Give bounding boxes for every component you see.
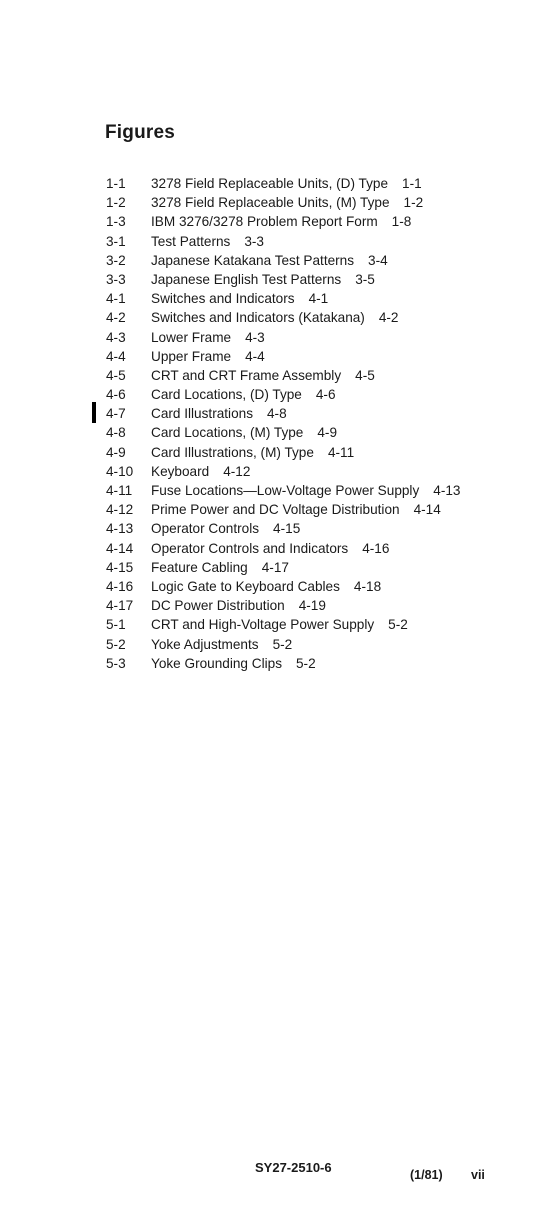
figure-number: 4-13 [106,521,134,537]
figure-page: 1-1 [402,176,422,191]
figure-caption: 3278 Field Replaceable Units, (D) Type [151,176,389,191]
footer-page-number: vii [471,1168,485,1182]
figure-caption: Prime Power and DC Voltage Distribution [151,502,400,518]
figure-caption: Switches and Indicators (Katakana) [151,310,365,326]
figure-entry [106,328,526,347]
figure-page: 4-15 [273,521,301,537]
figure-page: 4-8 [267,406,287,422]
figure-number: 4-14 [106,540,134,556]
footer-form-number: SY27-2510-6 [255,1160,332,1175]
figure-caption: Card Locations, (D) Type [151,387,302,403]
figure-page: 4-14 [413,502,441,518]
figure-entry [106,577,526,596]
figure-caption: Card Illustrations, (M) Type [151,444,314,460]
figure-caption: Test Patterns [151,233,231,249]
figure-caption: Feature Cabling [151,559,248,575]
figure-number: 4-9 [106,444,126,460]
figure-number: 5-2 [106,636,126,652]
figure-caption: Operator Controls [151,521,260,537]
figure-number: 4-12 [106,502,134,518]
figure-number: 3-1 [106,233,126,249]
figure-page: 5-2 [296,655,316,671]
figure-page: 4-1 [308,291,329,307]
figure-page: 4-19 [298,598,326,614]
figure-page: 4-11 [327,444,355,460]
figure-number: 5-3 [106,655,126,671]
figure-entry [106,462,526,481]
figure-number: 4-8 [106,425,126,441]
figure-number: 1-2 [106,195,126,211]
figure-number: 3-3 [106,271,126,287]
figure-page: 4-5 [355,367,375,383]
figure-number: 4-5 [106,367,126,383]
figure-number: 4-15 [106,559,134,575]
figure-caption: CRT and High-Voltage Power Supply [151,617,375,633]
figure-entry [106,308,526,327]
figure-entry [106,558,526,577]
figure-number: 4-17 [106,598,134,614]
figure-entry [106,615,526,634]
figure-caption: IBM 3276/3278 Problem Report Form [151,214,378,230]
figure-page: 4-12 [223,463,251,479]
figure-number: 4-2 [106,310,126,326]
figure-page: 4-13 [433,483,461,498]
figure-number: 4-16 [106,578,134,594]
figure-entry [106,481,526,500]
figure-page: 1-2 [403,195,424,211]
figure-page: 4-2 [378,310,399,326]
figure-entry [106,654,526,673]
revision-change-bar [92,402,96,423]
figure-caption: Upper Frame [151,348,232,364]
figure-caption: 3278 Field Replaceable Units, (M) Type [151,195,390,211]
figure-entry [106,212,526,231]
figure-number: 4-10 [106,463,134,479]
figure-entry [106,174,526,193]
figure-number: 4-11 [106,483,133,498]
figure-caption: Keyboard [151,463,210,479]
figure-caption: Lower Frame [151,329,232,345]
figure-page: 4-16 [362,540,390,556]
figure-number: 4-4 [106,348,126,364]
figure-page: 3-4 [368,252,388,268]
figure-entry [106,289,526,308]
page-title: Figures [105,122,176,143]
figure-number: 4-7 [106,406,126,422]
figure-caption: Card Locations, (M) Type [151,425,304,441]
figure-caption: Yoke Grounding Clips [151,655,282,671]
figure-number: 3-2 [106,252,126,268]
figure-caption: DC Power Distribution [151,598,285,614]
figure-page: 4-3 [245,329,265,345]
figure-page: 4-18 [353,578,382,594]
figure-page: 3-3 [244,233,264,249]
figure-entry [106,596,526,615]
figure-caption: CRT and CRT Frame Assembly [151,367,342,383]
figure-page: 1-8 [391,214,412,230]
figure-number: 1-3 [106,214,126,230]
figure-caption: Fuse Locations—Low-Voltage Power Supply [151,483,420,498]
figure-entry [106,500,526,519]
figure-number: 5-1 [106,617,126,633]
figure-page: 3-5 [355,271,375,287]
figure-entry [106,232,526,251]
figure-entry [106,443,526,462]
figure-entry [106,270,526,289]
figure-entry [106,404,526,423]
figure-entry [106,385,526,404]
figure-page: 5-2 [388,617,408,633]
figure-number: 4-1 [106,291,126,307]
figure-number: 4-3 [106,329,126,345]
figure-caption: Japanese English Test Patterns [151,271,342,287]
figure-entry [106,539,526,558]
figure-entry [106,635,526,654]
figure-page: 5-2 [272,636,293,652]
figure-caption: Operator Controls and Indicators [151,540,349,556]
figure-number: 4-6 [106,387,126,403]
figure-caption: Japanese Katakana Test Patterns [151,252,355,268]
figure-entry [106,251,526,270]
figure-page: 4-17 [261,559,289,575]
figure-caption: Card Illustrations [151,406,253,422]
figure-caption: Yoke Adjustments [151,636,259,652]
figure-entry [106,347,526,366]
figure-number: 1-1 [106,176,126,191]
figure-entry [106,193,526,212]
figure-entry [106,519,526,538]
figure-page: 4-6 [315,387,336,403]
figure-page: 4-9 [317,425,338,441]
figure-caption: Switches and Indicators [151,291,295,307]
figure-list [106,174,526,673]
footer-date: (1/81) [410,1168,443,1182]
figure-page: 4-4 [245,348,265,364]
figure-entry [106,366,526,385]
figure-entry [106,423,526,442]
figure-caption: Logic Gate to Keyboard Cables [151,578,340,594]
